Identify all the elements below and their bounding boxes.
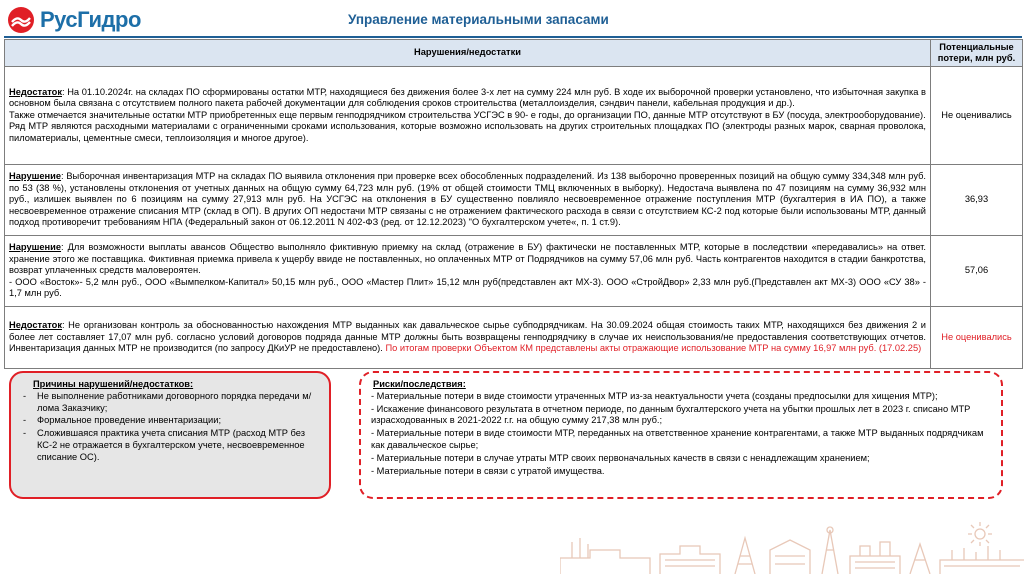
list-item: - Материальные потери в виде стоимости утраченных МТР из-за неактуальности учета (созданы предпосылки для хищения МТР); (371, 390, 938, 401)
list-item: - Искажение финансового результата в отчетном периоде, по данным бухгалтерского учета на убытки прошлых лет в 2023 г. списано МТР израсходованных в 2021-2022 г.г. на общую сумму 217,38 млн руб.; (371, 403, 971, 426)
row-loss-value: 36,93 (931, 165, 1023, 236)
causes-panel (9, 371, 331, 499)
causes-list (23, 391, 319, 464)
row-text-line: : Для возможности выплаты авансов Общество выполняло фиктивную приемку на склад (отражение в БУ) фактически не поставленных МТР, которые в последствии «передавались» на ответ. хранение этого же поставщика. Фиктивная приемка привела к ущербу ввиде не поставленных, но оплаченных МТР от Подрядчиков на сумму 57,06 млн руб. Часть контрагентов находится в стадии банкротства, возврат уплаченных средств маловероятен. (9, 242, 926, 276)
company-logo (6, 4, 141, 36)
title-divider (4, 36, 1022, 38)
causes-title: Причины нарушений/недостатков: (33, 379, 194, 389)
row-text-line: Также отмечается значительные остатки МТР приобретенных еще первым генподрядчиком строительства УСГЭС в 90- е годы, до организации ПО, данные МТР отсутствуют в БУ (посуда, электрооборудование). (9, 109, 926, 120)
dash-bullet: - (23, 390, 27, 401)
list-item: - Материальные потери в связи с утратой имущества. (371, 465, 605, 476)
logo-text: РусГидро (40, 7, 141, 32)
row-label: Нарушение (9, 242, 62, 253)
risks-panel (359, 371, 1003, 499)
row-red-note: По итогам проверки Объектом КМ представлены акты отражающие использование МТР на сумму 16,97 млн руб. (17.02.25) (382, 343, 922, 354)
table-row (5, 236, 1023, 307)
row-description (5, 67, 931, 165)
row-label: Нарушение (9, 171, 62, 182)
row-description (5, 236, 931, 307)
row-text-line: : На 01.10.2024г. на складах ПО сформированы остатки МТР, находящиеся без движения более 3-х лет на сумму 224 млн руб. В ходе их выборочной проверки установлено, что избыточная закупка в основном была связана с отсутствием полного пакета рабочей документации для соблюдения сроков строительства (металлоизделия, сэндвич панели, кабельная продукция и др.). (9, 86, 926, 109)
row-description (5, 307, 931, 369)
table-header-row (5, 40, 1023, 67)
table-row (5, 307, 1023, 369)
dash-bullet: - (23, 415, 27, 426)
row-label: Недостаток (9, 86, 62, 97)
page-title: Управление материальными запасами (348, 12, 609, 27)
row-text-line: Ряд МТР являются расходными материалами с ограниченными сроками использования, которые возможно использовать на других строительных площадках ПО (электроды разных марок, сварная проволока, пиломатериалы, цементные смеси, теплоизоляция и многое другое). (9, 121, 926, 143)
power-plant-skyline-illustration (560, 520, 1024, 574)
dash-bullet: - (23, 428, 27, 439)
cause-text: Формальное проведение инвентаризации; (37, 415, 222, 426)
list-item: - Материальные потери в случае утраты МТР своих первоначальных качеств в связи с ненадлежащим хранением; (371, 452, 870, 463)
cause-text: Сложившаяся практика учета списания МТР (расход МТР без КС-2 не отражается в бухгалтерском учете, несвоевременное списание ОС). (37, 428, 305, 462)
row-loss-value: Не оценивались (931, 67, 1023, 165)
cause-text: Не выполнение работниками договорного порядка передачи м/лома Заказчику; (37, 390, 312, 413)
list-item: - Материальные потери в виде стоимости МТР, переданных на ответственное хранение контрагентами, а также МТР выданных подрядчикам как давальческое сырье; (371, 428, 984, 450)
rushydro-logo-icon (6, 5, 36, 35)
row-loss-value: Не оценивались (931, 307, 1023, 369)
column-header-violations: Нарушения/недостатки (5, 40, 931, 67)
row-description (5, 165, 931, 236)
row-label: Недостаток (9, 320, 62, 331)
risks-title: Риски/последствия: (373, 379, 466, 389)
list-item (23, 391, 319, 415)
column-header-losses: Потенциальные потери, млн руб. (931, 40, 1023, 67)
list-item (23, 428, 319, 463)
row-text-line: : Не организован контроль за обоснованностью нахождения МТР выданных как давальческое сырье субподрядчикам. На 30.09.2024 общая стоимость таких МТР, находящихся без движения 2 и более лет составляет 17,07 млн руб. согласно условий договоров подряда данные МТР должны быть возвращены генподрядчику в случае их неиспользования/не предоставления соответствующих отчетов. Инвентаризация данных МТР не производится (по запросу ДКиУР не предоставлено). (9, 320, 926, 354)
table-row (5, 165, 1023, 236)
table-row (5, 67, 1023, 165)
violations-table (4, 39, 1023, 369)
row-text-line: : Выборочная инвентаризация МТР на складах ПО выявила отклонения при проверке всех обособленных подразделений. Из 138 выборочно проверенных позиций на общую сумму 334,348 млн руб. по 53 (38 %), установлены отклонения от учетных данных на общую сумму 64,723 млн руб. (19% от общей стоимости ТМЦ включенных в выборку). Недостача выявлена по 47 позициям на сумму 36,932 млн руб., излишек выявлен по 6 позициям на сумму 27,913 млн руб. На УСГЭС на отклонения в БУ существенно повлияло несвоевременное отражение поступления МТР (бухгалтерия в ИА ПО), а также несвоевременное отражение списания МТР (склад в ОП). В других ОП недостачи МТР связаны с не отражением фактического расхода в связи с отсутствием КС-2 под которые были использованы МТР, данный подход противоречит требованиям НПА (Федеральный закон от 06.12.2011 N 402-ФЗ (ред. от 12.12.2023) "О бухгалтерском учете«, п. 1 ст.9). (9, 171, 926, 228)
row-text-line: - ООО «Восток»- 5,2 млн руб., ООО «Вымпелком-Капитал» 50,15 млн руб., ООО «Мастер Плит» 15,12 млн руб(представлен акт МХ-3). ООО «СтройДвор» 2,33 млн руб.(Представлен акт МХ-3) ООО «СУ 38» - 1,7 млн руб. (9, 276, 926, 299)
list-item (23, 415, 319, 427)
row-loss-value: 57,06 (931, 236, 1023, 307)
